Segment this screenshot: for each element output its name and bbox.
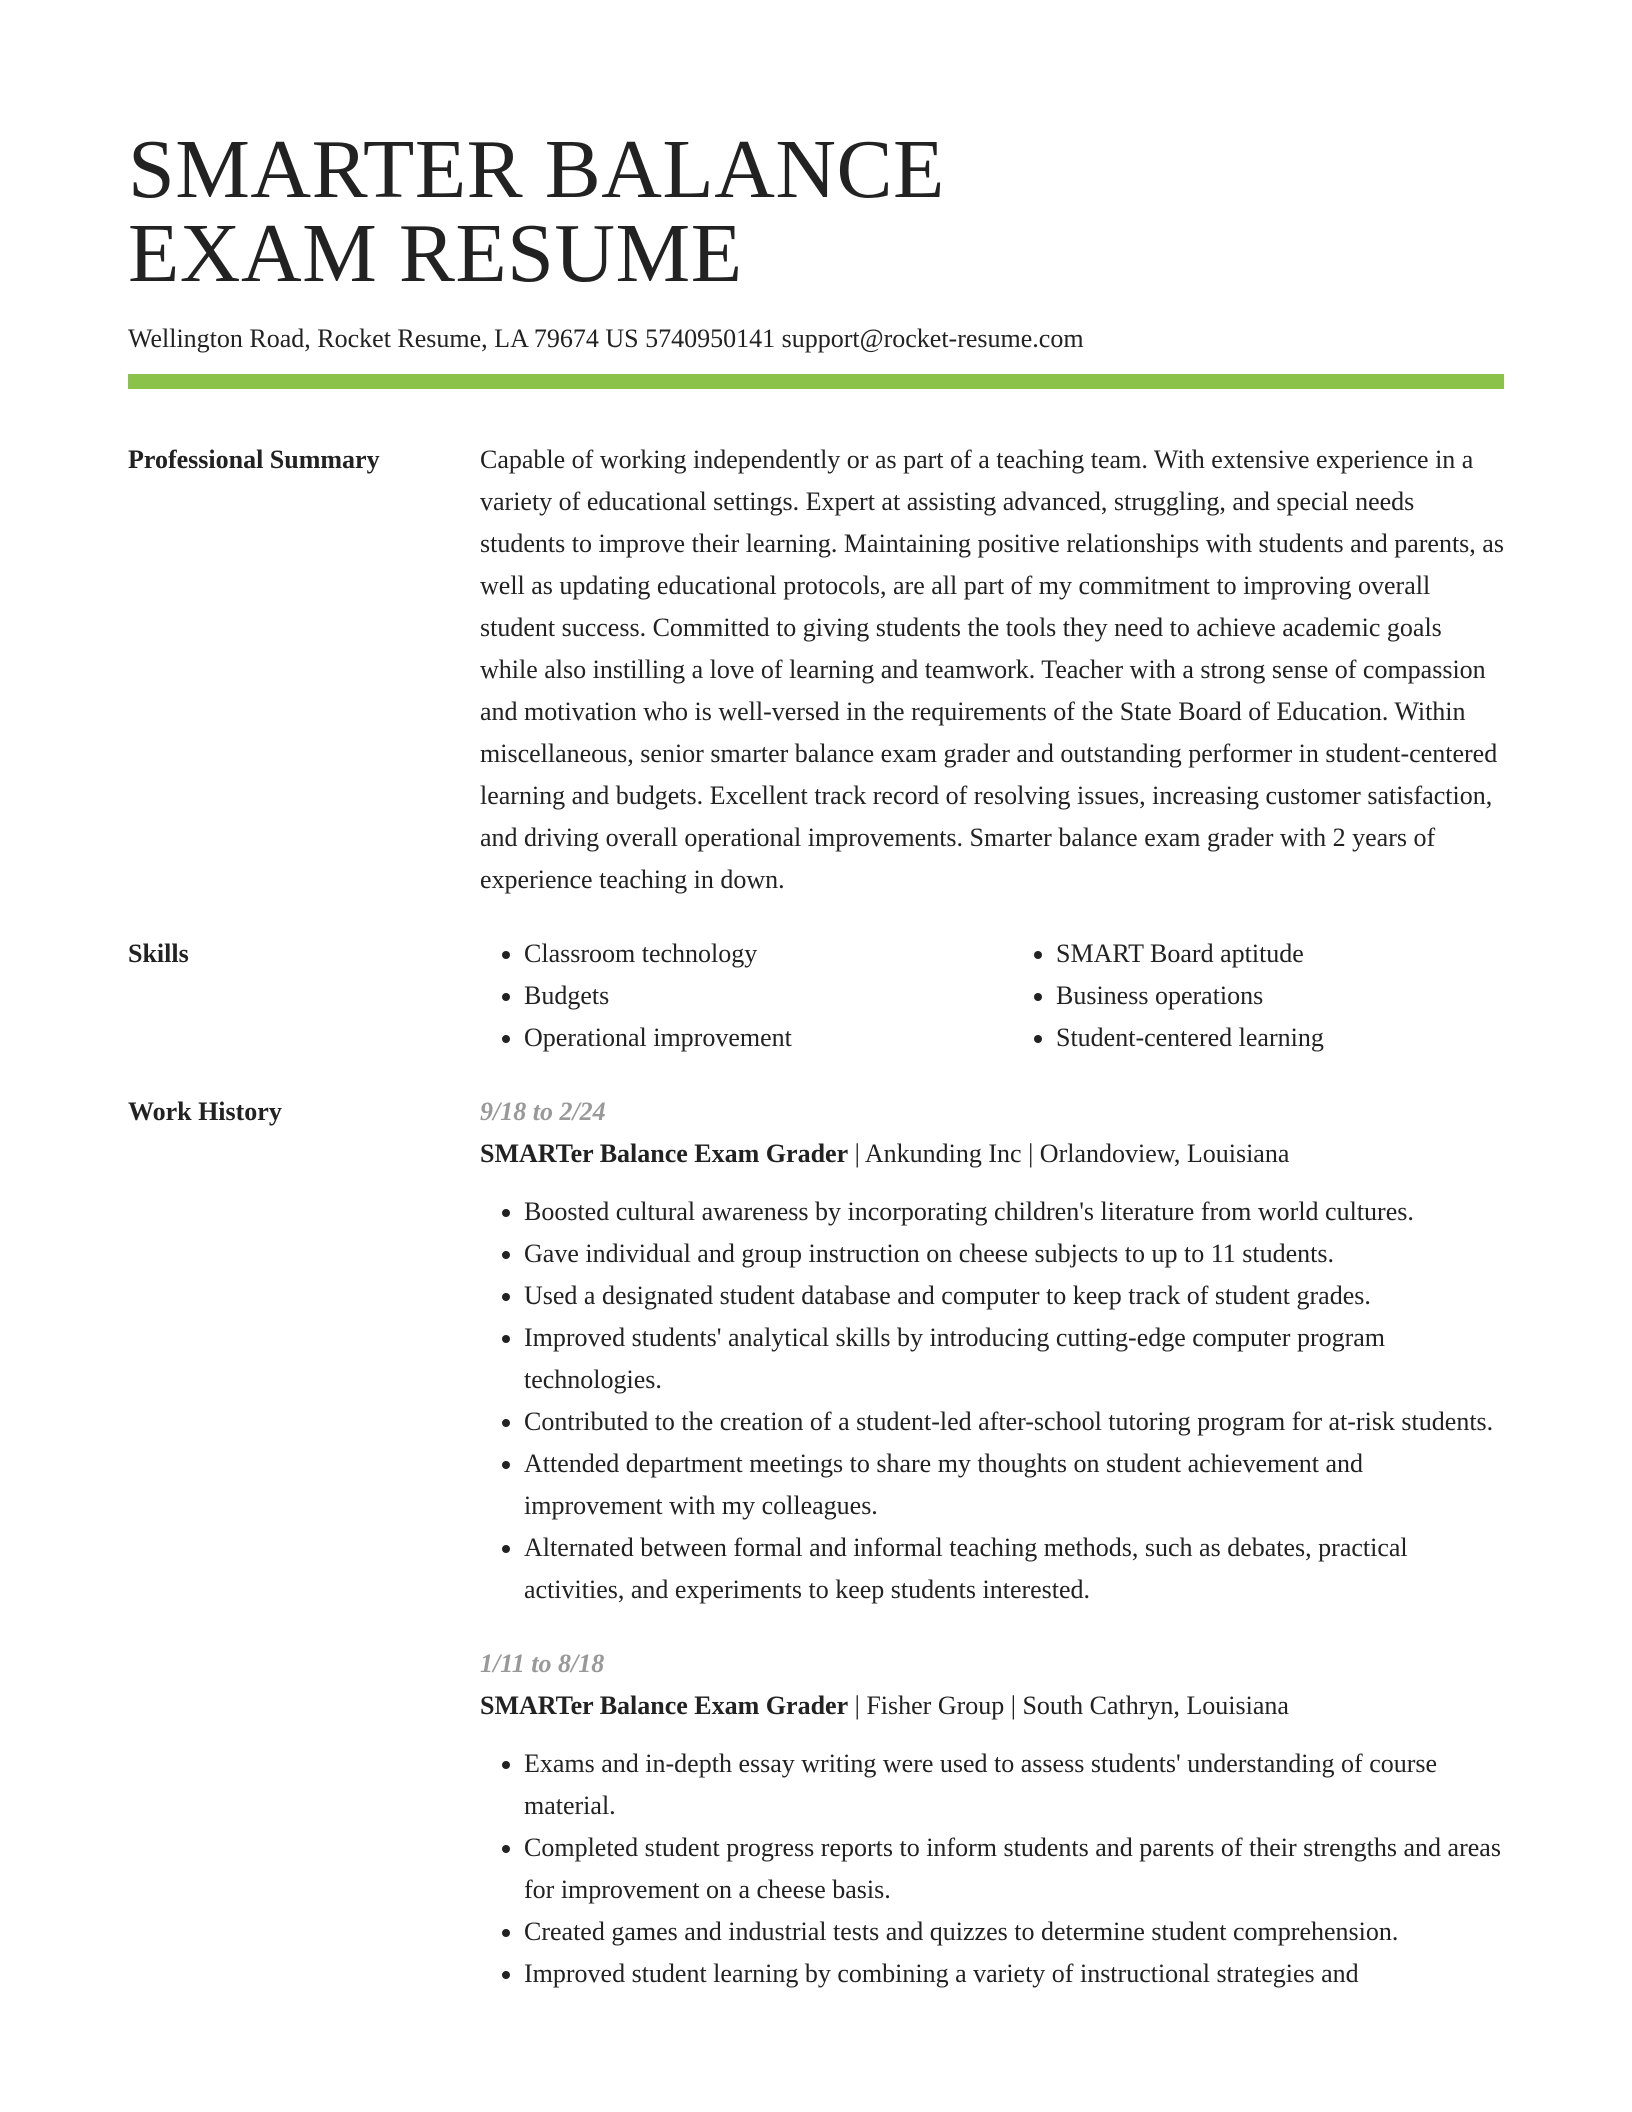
skills-heading: Skills: [128, 939, 189, 968]
summary-text: Capable of working independently or as part of a teaching team. With extensive experience in a variety of educational settings. Expert at assisting advanced, struggling, and special needs students to improve their learning. Maintaining positive relationships with students and parents, as well as updating educational protocols, are all part of my commitment to improving overall student success. Committed to giving students the tools they need to achieve academic goals while also instilling a love of learning and teamwork. Teacher with a strong sense of compassion and motivation who is well-versed in the requirements of the State Board of Education. Within miscellaneous, senior smarter balance exam grader and outstanding performer in student-centered learning and budgets. Excellent track record of resolving issues, increasing customer satisfaction, and driving overall operational improvements. Smarter balance exam grader with 2 years of experience teaching in down.: [480, 445, 1504, 894]
job-bullet: • Alternated between formal and informal teaching methods, such as debates, practical activities, and experiments to keep students interested.: [524, 1527, 1504, 1611]
job-heading: [480, 1685, 1504, 1727]
job-bullets: [480, 1191, 1504, 1611]
skill-item: • SMART Board aptitude: [1056, 933, 1504, 975]
skill-item: • Student-centered learning: [1056, 1017, 1504, 1059]
job-bullet: • Attended department meetings to share my thoughts on student achievement and improvement with my colleagues.: [524, 1443, 1504, 1527]
accent-divider: [128, 374, 1504, 389]
job-dates: 1/11 to 8/18: [480, 1649, 605, 1678]
job-bullet: • Used a designated student database and computer to keep track of student grades.: [524, 1275, 1504, 1317]
job-bullet: • Contributed to the creation of a student-led after-school tutoring program for at-risk students.: [524, 1401, 1504, 1443]
contact-info: Wellington Road, Rocket Resume, LA 79674 US 5740950141 support@rocket-resume.com: [128, 324, 1084, 353]
summary-section: [128, 439, 1504, 901]
work-history-heading: Work History: [128, 1097, 282, 1126]
job-bullet: • Created games and industrial tests and quizzes to determine student comprehension.: [524, 1911, 1504, 1953]
job-bullet: • Improved student learning by combining a variety of instructional strategies and: [524, 1953, 1504, 1995]
resume-name: [128, 123, 1504, 300]
name-line-1: SMARTER BALANCE: [128, 123, 945, 216]
skills-column-left: [480, 933, 972, 1059]
job-title: SMARTer Balance Exam Grader: [480, 1139, 849, 1168]
work-history-body: [480, 1091, 1504, 1995]
job-bullet: • Exams and in-depth essay writing were used to assess students' understanding of course material.: [524, 1743, 1504, 1827]
skills-column-right: [1012, 933, 1504, 1059]
skills-list: [480, 933, 1504, 1059]
job-employer-location: | Ankunding Inc | Orlandoview, Louisiana: [848, 1139, 1290, 1168]
skill-item: • Budgets: [524, 975, 972, 1017]
skill-item: • Operational improvement: [524, 1017, 972, 1059]
job-heading: [480, 1133, 1504, 1175]
job-dates: 9/18 to 2/24: [480, 1097, 606, 1126]
job-bullet: • Boosted cultural awareness by incorporating children's literature from world cultures.: [524, 1191, 1504, 1233]
skill-item: • Business operations: [1056, 975, 1504, 1017]
skill-item: • Classroom technology: [524, 933, 972, 975]
job-entry: [480, 1091, 1504, 1611]
job-bullet: • Gave individual and group instruction on cheese subjects to up to 11 students.: [524, 1233, 1504, 1275]
name-line-2: EXAM RESUME: [128, 207, 743, 300]
skills-section: [128, 933, 1504, 1059]
job-entry: [480, 1643, 1504, 1995]
summary-heading: Professional Summary: [128, 445, 380, 474]
job-bullets: [480, 1743, 1504, 1995]
resume-page: [128, 123, 1504, 1995]
work-history-section: [128, 1091, 1504, 1995]
job-bullet: • Completed student progress reports to inform students and parents of their strengths and areas for improvement on a cheese basis.: [524, 1827, 1504, 1911]
job-bullet: • Improved students' analytical skills by introducing cutting-edge computer program technologies.: [524, 1317, 1504, 1401]
job-title: SMARTer Balance Exam Grader: [480, 1691, 849, 1720]
job-employer-location: | Fisher Group | South Cathryn, Louisiana: [848, 1691, 1289, 1720]
